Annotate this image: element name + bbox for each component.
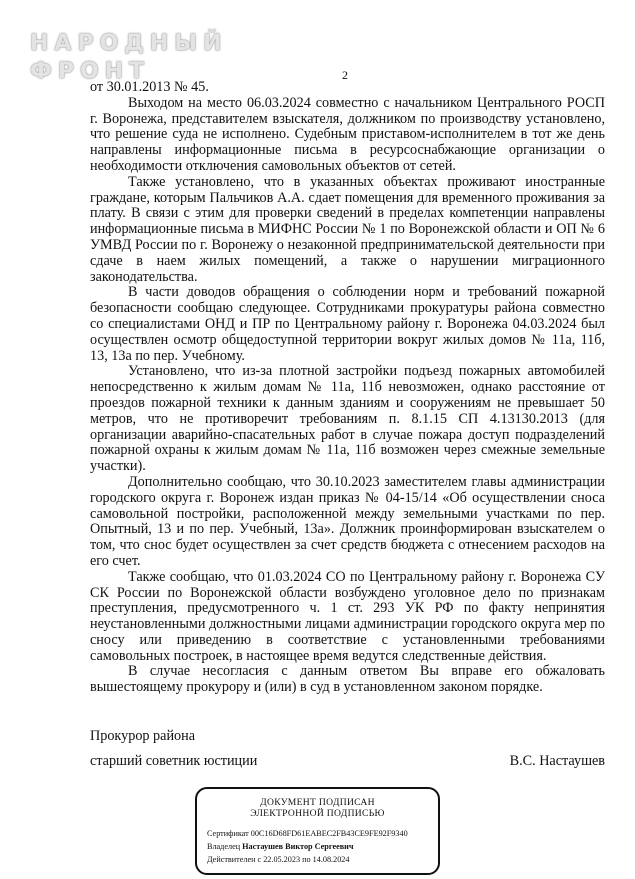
stamp-valid-to-label: по [302, 855, 311, 864]
electronic-signature-stamp [195, 787, 440, 875]
paragraph-criminal-case: Также сообщаю, что 01.03.2024 СО по Центральному району г. Воронежа СУ СК России по Воронежской области возбуждено уголовное дело по признакам преступления, предусмотренного ч. 1 ст. 293 УК РФ по факту непринятия неустановленными должностными лицами администрации городского округа мер по сносу или приведению в соответствие с установленными требованиями самовольных построек, в настоящее время ведутся следственные действия. [90, 568, 605, 664]
stamp-certificate-label: Сертификат [207, 829, 249, 838]
paragraph-demolition-order: Дополнительно сообщаю, что 30.10.2023 заместителем главы администрации городского округа г. Воронеж издан приказ № 04-15/14 «Об осуществлении сноса самовольной постройки, расположенной между земельными участками по пер. Опытный, 13 и по пер. Учебный, 13а». Должник проинформирован взыскателем о том, что снос будет осуществлен за счет средств бюджета с отнесением расходов на его счет. [90, 473, 605, 569]
stamp-validity [207, 853, 428, 866]
signature-rank: старший советник юстиции [90, 753, 258, 769]
stamp-certificate [207, 827, 428, 840]
signature-name: В.С. Настаушев [509, 753, 605, 769]
paragraph-fire-access: Установлено, что из-за плотной застройки подъезд пожарных автомобилей непосредственно к жилым домам № 11а, 11б невозможен, однако расстояние от проездов пожарной техники к данным зданиям и сооружениям не превышает 50 метров, что не противоречит требованиям п. 8.1.15 СП 4.13130.2013 (для организации аварийно-спасательных работ в случае пожара доступ подразделений пожарной охраны к жилым домам № 11а, 11б возможен через смежные земельные участки). [90, 363, 605, 475]
signature-position-row [90, 728, 605, 745]
paragraph-continuation: от 30.01.2013 № 45. [90, 79, 209, 95]
paragraph-foreign-residents: Также установлено, что в указанных объектах проживают иностранные граждане, которым Пальчиков А.А. сдает помещения для временного проживания за плату. В связи с этим для проверки сведений в пределах компетенции направлены информационные письма в МИФНС России № 1 по Воронежской области и ОП № 6 УМВД России по г. Воронежу о незаконной предпринимательской деятельности при сдаче в наем жилых помещений, а также о нарушении миграционного законодательства. [90, 173, 605, 285]
letter-body [90, 80, 605, 696]
signature-position: Прокурор района [90, 728, 196, 744]
watermark-line-2: ФРОНТ [30, 59, 151, 84]
stamp-valid-to: 14.08.2024 [312, 855, 350, 864]
stamp-title-2: ЭЛЕКТРОННОЙ ПОДПИСЬЮ [250, 808, 385, 819]
paragraph-site-visit: Выходом на место 06.03.2024 совместно с начальником Центрального РОСП г. Воронежа, представителем взыскателя, должником по производству установлено, что решение суда не исполнено. Судебным приставом-исполнителем в тот же день направлены информационные письма в ресурсоснабжающие организации о необходимости отключения самовольных объектов от сетей. [90, 94, 605, 174]
watermark-line-1: НАРОДНЫЙ [30, 31, 228, 56]
page-number: 2 [342, 68, 348, 82]
paragraph-appeal-rights: В случае несогласия с данным ответом Вы вправе его обжаловать вышестоящему прокурору и (или) в суд в установленном законом порядке. [90, 663, 605, 696]
stamp-certificate-value: 00C16D68FD61EABEC2FB43CE9FE92F9340 [250, 829, 408, 838]
watermark-logo [30, 30, 227, 86]
stamp-title-1: ДОКУМЕНТ ПОДПИСАН [260, 797, 375, 808]
stamp-owner [207, 840, 428, 853]
paragraph-fire-safety: В части доводов обращения о соблюдении норм и требований пожарной безопасности сообщаю следующее. Сотрудниками прокуратуры района совместно со специалистами ОНД и ПР по Центральному району г. Воронежа 04.03.2024 был осуществлен осмотр общедоступной территории вокруг жилых домов № 11а, 11б, 13, 13а по пер. Учебному. [90, 284, 605, 364]
stamp-owner-value: Настаушев Виктор Сергеевич [242, 842, 354, 851]
signature-rank-row [90, 753, 605, 770]
stamp-owner-label: Владелец [207, 842, 241, 851]
stamp-valid-label: Действителен с [207, 855, 262, 864]
stamp-valid-from: 22.05.2023 [263, 855, 301, 864]
